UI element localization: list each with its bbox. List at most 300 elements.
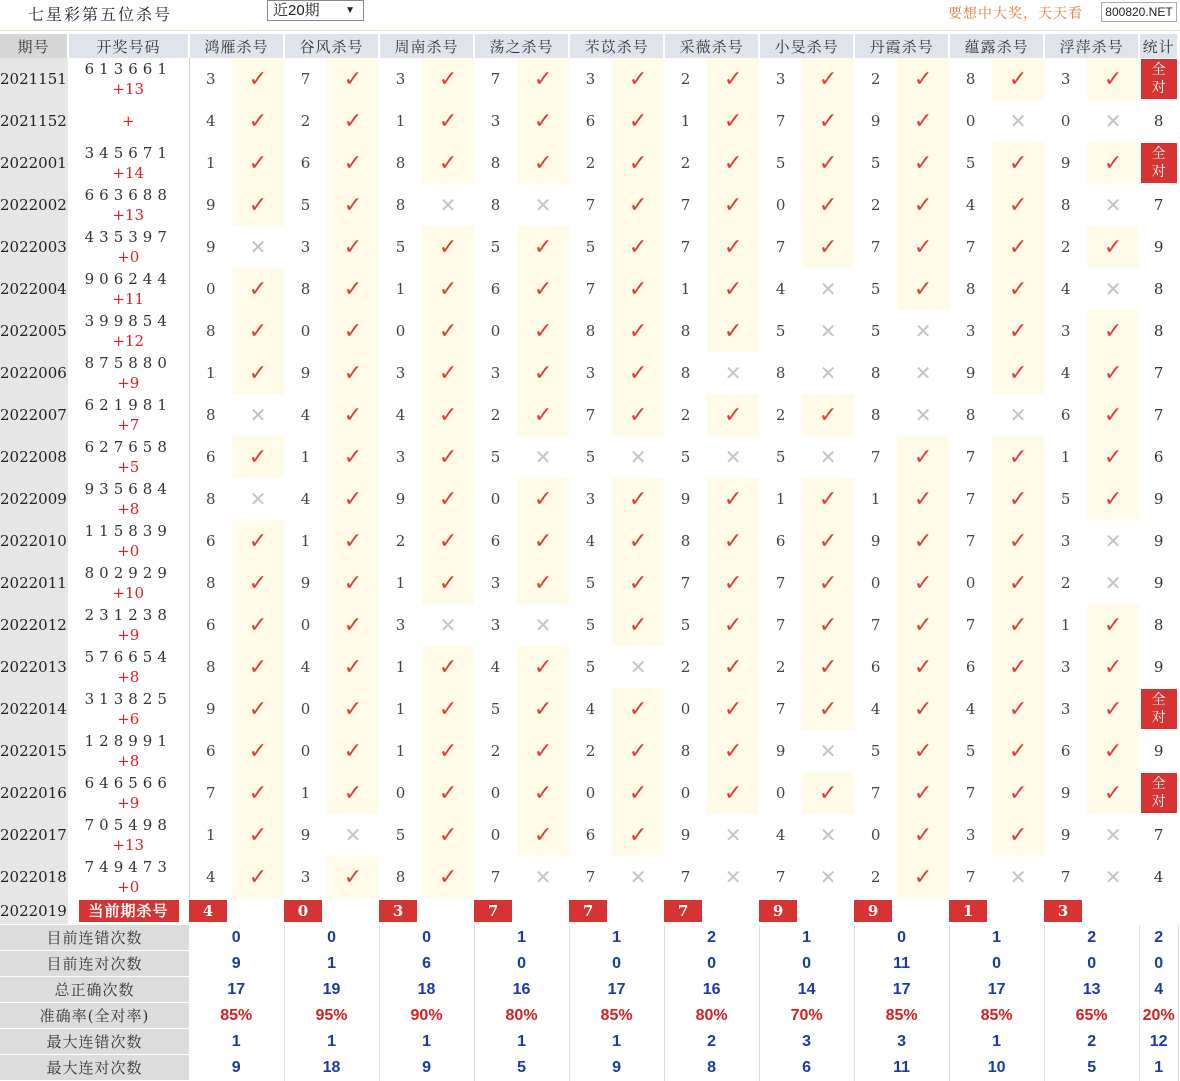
pick-cell: 8: [870, 406, 881, 424]
check-icon: ✓: [1008, 528, 1028, 554]
pick-cell: 9: [1060, 826, 1071, 844]
pick-cell: 6: [775, 532, 786, 550]
cross-icon: ✕: [724, 823, 742, 847]
issue-cell: 2022016: [0, 772, 68, 814]
issue-cell: 2022015: [0, 730, 68, 772]
pick-cell: 7: [775, 700, 786, 718]
check-icon: ✓: [723, 486, 743, 512]
issue-cell: 2022003: [0, 226, 68, 268]
draw-sum: +8: [117, 752, 140, 770]
check-icon: ✓: [533, 570, 553, 596]
site-badge[interactable]: 800820.NET: [1101, 2, 1177, 22]
check-icon: ✓: [438, 738, 458, 764]
summary-value: 0: [474, 951, 569, 977]
current-pick: 7: [664, 900, 702, 922]
table-row: [0, 646, 1178, 688]
pick-cell: 5: [965, 154, 976, 172]
stat-cell: 4: [1153, 868, 1164, 886]
cross-icon: ✕: [724, 361, 742, 385]
current-pick: 3: [1044, 900, 1082, 922]
pick-cell: 0: [490, 490, 501, 508]
pick-cell: 2: [585, 742, 596, 760]
check-icon: ✓: [628, 318, 648, 344]
pick-cell: 5: [490, 238, 501, 256]
pick-cell: 7: [585, 406, 596, 424]
check-icon: ✓: [913, 150, 933, 176]
check-icon: ✓: [438, 150, 458, 176]
pick-cell: 4: [965, 700, 976, 718]
check-icon: ✓: [818, 108, 838, 134]
pick-cell: 5: [680, 616, 691, 634]
pick-cell: 5: [870, 742, 881, 760]
draw-numbers: [68, 772, 189, 814]
check-icon: ✓: [1008, 654, 1028, 680]
summary-value: 17: [854, 977, 949, 1003]
summary-value: 6: [379, 951, 474, 977]
check-icon: ✓: [533, 738, 553, 764]
check-icon: ✓: [913, 108, 933, 134]
check-icon: ✓: [1008, 486, 1028, 512]
summary-value: 13: [1044, 977, 1139, 1003]
summary-value: 1: [284, 1029, 379, 1055]
draw-digits: 875880: [84, 354, 172, 372]
pick-cell: 8: [1060, 196, 1071, 214]
table-row: [0, 604, 1178, 646]
cross-icon: ✕: [629, 865, 647, 889]
cross-icon: ✕: [1104, 277, 1122, 301]
check-icon: ✓: [818, 612, 838, 638]
pick-cell: 8: [205, 658, 216, 676]
pick-cell: 7: [965, 784, 976, 802]
draw-sum: +13: [112, 836, 145, 854]
draw-sum: +6: [117, 710, 140, 728]
check-icon: ✓: [248, 654, 268, 680]
pick-cell: 7: [870, 448, 881, 466]
check-icon: ✓: [723, 402, 743, 428]
draw-rows: [0, 58, 1178, 898]
pick-cell: 4: [585, 532, 596, 550]
check-icon: ✓: [248, 360, 268, 386]
pick-cell: 5: [870, 280, 881, 298]
summary-value: 16: [664, 977, 759, 1003]
draw-digits: 115839: [84, 522, 172, 540]
pick-cell: 5: [395, 826, 406, 844]
period-select[interactable]: [267, 0, 364, 21]
cross-icon: ✕: [724, 865, 742, 889]
draw-sum: +0: [117, 248, 140, 266]
summary-value: 18: [284, 1055, 379, 1081]
issue-cell: 2022005: [0, 310, 68, 352]
summary-value: 1: [474, 925, 569, 951]
check-icon: ✓: [818, 66, 838, 92]
pick-cell: 4: [300, 658, 311, 676]
summary-label: 准确率(全对率): [0, 1003, 189, 1029]
summary-value: 1: [284, 951, 379, 977]
table-row: [0, 226, 1178, 268]
header-expert: 采薇杀号: [664, 34, 759, 58]
check-icon: ✓: [533, 318, 553, 344]
issue-cell: 2022011: [0, 562, 68, 604]
summary-value: 5: [1044, 1055, 1139, 1081]
stat-cell: 7: [1153, 196, 1164, 214]
cross-icon: ✕: [629, 445, 647, 469]
check-icon: ✓: [1008, 612, 1028, 638]
pick-cell: 6: [1060, 742, 1071, 760]
check-icon: ✓: [343, 360, 363, 386]
check-icon: ✓: [248, 276, 268, 302]
current-label: 当前期杀号: [79, 900, 179, 922]
current-pick: 4: [189, 900, 227, 922]
pick-cell: 8: [300, 280, 311, 298]
pick-cell: 7: [775, 616, 786, 634]
stat-cell: 9: [1153, 532, 1164, 550]
pick-cell: 6: [205, 448, 216, 466]
issue-cell: 2022018: [0, 856, 68, 898]
table-row: [0, 436, 1178, 478]
pick-cell: 0: [300, 742, 311, 760]
pick-cell: 7: [965, 532, 976, 550]
check-icon: ✓: [723, 318, 743, 344]
check-icon: ✓: [533, 696, 553, 722]
stat-cell: 9: [1153, 574, 1164, 592]
pick-cell: 1: [205, 364, 216, 382]
check-icon: ✓: [628, 570, 648, 596]
pick-cell: 7: [585, 196, 596, 214]
check-icon: ✓: [343, 108, 363, 134]
pick-cell: 4: [300, 490, 311, 508]
pick-cell: 5: [870, 322, 881, 340]
check-icon: ✓: [438, 108, 458, 134]
pick-cell: 9: [965, 364, 976, 382]
check-icon: ✓: [248, 612, 268, 638]
pick-cell: 9: [680, 490, 691, 508]
draw-digits: 345671: [84, 144, 172, 162]
summary-value: 65%: [1044, 1003, 1139, 1029]
stat-cell: 8: [1153, 322, 1164, 340]
summary-value: 0: [189, 925, 284, 951]
summary-value: 8: [664, 1055, 759, 1081]
check-icon: ✓: [533, 528, 553, 554]
check-icon: ✓: [438, 864, 458, 890]
pick-cell: 5: [585, 658, 596, 676]
pick-cell: 1: [1060, 616, 1071, 634]
stat-cell: 8: [1153, 616, 1164, 634]
pick-cell: 3: [585, 490, 596, 508]
pick-cell: 4: [205, 112, 216, 130]
pick-cell: 6: [205, 742, 216, 760]
pick-cell: 2: [395, 532, 406, 550]
pick-cell: 7: [965, 490, 976, 508]
pick-cell: 3: [1060, 532, 1071, 550]
pick-cell: 3: [775, 70, 786, 88]
summary-value: 17: [189, 977, 284, 1003]
check-icon: ✓: [248, 444, 268, 470]
check-icon: ✓: [438, 570, 458, 596]
check-icon: ✓: [913, 276, 933, 302]
pick-cell: 9: [870, 112, 881, 130]
check-icon: ✓: [913, 738, 933, 764]
cross-icon: ✕: [534, 613, 552, 637]
pick-cell: 9: [1060, 154, 1071, 172]
summary-value: 1: [759, 925, 854, 951]
pick-cell: 0: [1060, 112, 1071, 130]
summary-value: 3: [854, 1029, 949, 1055]
check-icon: ✓: [1103, 150, 1123, 176]
pick-cell: 5: [490, 700, 501, 718]
pick-cell: 8: [205, 490, 216, 508]
summary-value: 0: [379, 925, 474, 951]
pick-cell: 2: [680, 70, 691, 88]
pick-cell: 4: [490, 658, 501, 676]
check-icon: ✓: [818, 150, 838, 176]
check-icon: ✓: [343, 150, 363, 176]
pick-cell: 5: [680, 448, 691, 466]
check-icon: ✓: [818, 780, 838, 806]
check-icon: ✓: [723, 66, 743, 92]
draw-numbers: [68, 478, 189, 520]
cross-icon: ✕: [914, 361, 932, 385]
header-expert: 谷风杀号: [284, 34, 379, 58]
issue-cell: 2021152: [0, 100, 68, 142]
cross-icon: ✕: [439, 193, 457, 217]
pick-cell: 5: [965, 742, 976, 760]
issue-cell: 2022013: [0, 646, 68, 688]
summary-value: 19: [284, 977, 379, 1003]
pick-cell: 2: [870, 70, 881, 88]
summary-value: 1: [949, 1029, 1044, 1055]
summary-label: 总正确次数: [0, 977, 189, 1003]
check-icon: ✓: [723, 654, 743, 680]
cross-icon: ✕: [534, 193, 552, 217]
pick-cell: 1: [395, 112, 406, 130]
draw-digits: 663688: [84, 186, 172, 204]
pick-cell: 9: [775, 742, 786, 760]
summary-value: 16: [474, 977, 569, 1003]
draw-sum: +8: [117, 668, 140, 686]
pick-cell: 7: [965, 238, 976, 256]
summary-row: [0, 925, 1178, 951]
summary-value: 2: [664, 1029, 759, 1055]
pick-cell: 9: [300, 826, 311, 844]
pick-cell: 8: [490, 196, 501, 214]
draw-sum: +: [121, 112, 135, 130]
check-icon: ✓: [1008, 234, 1028, 260]
check-icon: ✓: [818, 696, 838, 722]
check-icon: ✓: [533, 360, 553, 386]
pick-cell: 3: [395, 70, 406, 88]
pick-cell: 7: [585, 868, 596, 886]
cross-icon: ✕: [1104, 823, 1122, 847]
pick-cell: 8: [965, 406, 976, 424]
pick-cell: 5: [490, 448, 501, 466]
pick-cell: 1: [395, 700, 406, 718]
draw-sum: +9: [117, 626, 140, 644]
cross-icon: ✕: [819, 739, 837, 763]
summary-label: 目前连错次数: [0, 925, 189, 951]
summary-value: 18: [379, 977, 474, 1003]
summary-value: 0: [759, 951, 854, 977]
current-pick: 7: [474, 900, 512, 922]
check-icon: ✓: [723, 780, 743, 806]
draw-digits: 399854: [84, 312, 172, 330]
pick-cell: 8: [965, 280, 976, 298]
check-icon: ✓: [723, 570, 743, 596]
summary-value: 85%: [854, 1003, 949, 1029]
check-icon: ✓: [1008, 192, 1028, 218]
check-icon: ✓: [628, 528, 648, 554]
all-correct-badge: 全 对: [1141, 689, 1177, 729]
cross-icon: ✕: [819, 823, 837, 847]
pick-cell: 2: [1060, 238, 1071, 256]
check-icon: ✓: [1008, 738, 1028, 764]
pick-cell: 3: [395, 616, 406, 634]
summary-total: 0: [1139, 951, 1178, 977]
issue-cell: 2022017: [0, 814, 68, 856]
pick-cell: 3: [1060, 322, 1071, 340]
pick-cell: 8: [395, 154, 406, 172]
draw-numbers: [68, 604, 189, 646]
summary-value: 80%: [474, 1003, 569, 1029]
check-icon: ✓: [913, 234, 933, 260]
check-icon: ✓: [533, 276, 553, 302]
check-icon: ✓: [628, 192, 648, 218]
pick-cell: 0: [585, 784, 596, 802]
pick-cell: 7: [775, 868, 786, 886]
pick-cell: 5: [395, 238, 406, 256]
pick-cell: 3: [585, 364, 596, 382]
draw-numbers: [68, 226, 189, 268]
table-row: [0, 310, 1178, 352]
check-icon: ✓: [438, 402, 458, 428]
pick-cell: 8: [490, 154, 501, 172]
current-pick: 3: [379, 900, 417, 922]
pick-cell: 0: [300, 322, 311, 340]
pick-cell: 4: [870, 700, 881, 718]
pick-cell: 3: [585, 70, 596, 88]
pick-cell: 2: [680, 658, 691, 676]
pick-cell: 5: [775, 322, 786, 340]
summary-value: 1: [474, 1029, 569, 1055]
pick-cell: 1: [395, 280, 406, 298]
check-icon: ✓: [1103, 780, 1123, 806]
check-icon: ✓: [818, 402, 838, 428]
check-icon: ✓: [818, 654, 838, 680]
pick-cell: 7: [870, 784, 881, 802]
summary-value: 17: [949, 977, 1044, 1003]
check-icon: ✓: [1103, 402, 1123, 428]
check-icon: ✓: [1008, 66, 1028, 92]
summary-total: 12: [1139, 1029, 1178, 1055]
check-icon: ✓: [533, 402, 553, 428]
pick-cell: 1: [395, 658, 406, 676]
pick-cell: 3: [395, 364, 406, 382]
pick-cell: 0: [395, 784, 406, 802]
summary-value: 70%: [759, 1003, 854, 1029]
summary-value: 3: [759, 1029, 854, 1055]
draw-digits: 705498: [84, 816, 172, 834]
pick-cell: 9: [680, 826, 691, 844]
pick-cell: 0: [490, 826, 501, 844]
header-draw: 开奖号码: [68, 34, 189, 58]
pick-cell: 3: [205, 70, 216, 88]
summary-row: [0, 1055, 1178, 1081]
check-icon: ✓: [533, 486, 553, 512]
check-icon: ✓: [628, 234, 648, 260]
pick-cell: 0: [300, 616, 311, 634]
draw-numbers: [68, 520, 189, 562]
check-icon: ✓: [913, 486, 933, 512]
check-icon: ✓: [723, 150, 743, 176]
pick-cell: 4: [965, 196, 976, 214]
stat-cell: 9: [1153, 238, 1164, 256]
draw-numbers: [68, 646, 189, 688]
current-pick: 9: [759, 900, 797, 922]
draw-numbers: [68, 352, 189, 394]
pick-cell: 5: [775, 154, 786, 172]
table-row: [0, 268, 1178, 310]
pick-cell: 4: [395, 406, 406, 424]
pick-cell: 7: [490, 868, 501, 886]
issue-cell: 2022002: [0, 184, 68, 226]
check-icon: ✓: [628, 150, 648, 176]
header-expert: 蕴露杀号: [949, 34, 1044, 58]
table-row: [0, 58, 1178, 100]
summary-value: 1: [949, 925, 1044, 951]
draw-sum: +5: [117, 458, 140, 476]
check-icon: ✓: [1103, 654, 1123, 680]
pick-cell: 8: [680, 742, 691, 760]
issue-cell: 2022007: [0, 394, 68, 436]
issue-cell: 2022006: [0, 352, 68, 394]
pick-cell: 5: [775, 448, 786, 466]
check-icon: ✓: [438, 444, 458, 470]
draw-digits: 802929: [84, 564, 172, 582]
pick-cell: 7: [490, 70, 501, 88]
issue-cell: 2022012: [0, 604, 68, 646]
top-bar: [0, 0, 1180, 31]
stat-cell: 9: [1153, 490, 1164, 508]
draw-numbers: [68, 730, 189, 772]
check-icon: ✓: [438, 318, 458, 344]
check-icon: ✓: [248, 738, 268, 764]
page-title: 七星彩第五位杀号: [28, 5, 173, 24]
summary-value: 11: [854, 951, 949, 977]
check-icon: ✓: [343, 234, 363, 260]
draw-numbers: [68, 268, 189, 310]
draw-sum: +13: [112, 80, 145, 98]
draw-sum: +8: [117, 500, 140, 518]
summary-value: 9: [569, 1055, 664, 1081]
draw-sum: +9: [117, 794, 140, 812]
pick-cell: 2: [775, 658, 786, 676]
draw-numbers: [68, 184, 189, 226]
stat-cell: 9: [1153, 742, 1164, 760]
check-icon: ✓: [248, 108, 268, 134]
cross-icon: ✕: [344, 823, 362, 847]
check-icon: ✓: [1008, 570, 1028, 596]
summary-value: 6: [759, 1055, 854, 1081]
cross-icon: ✕: [629, 655, 647, 679]
draw-sum: +13: [112, 206, 145, 224]
pick-cell: 7: [680, 196, 691, 214]
pick-cell: 7: [965, 868, 976, 886]
pick-cell: 7: [965, 448, 976, 466]
header-expert: 芣苡杀号: [569, 34, 664, 58]
cross-icon: ✕: [1104, 865, 1122, 889]
table-row: [0, 478, 1178, 520]
pick-cell: 2: [680, 154, 691, 172]
summary-value: 9: [379, 1055, 474, 1081]
